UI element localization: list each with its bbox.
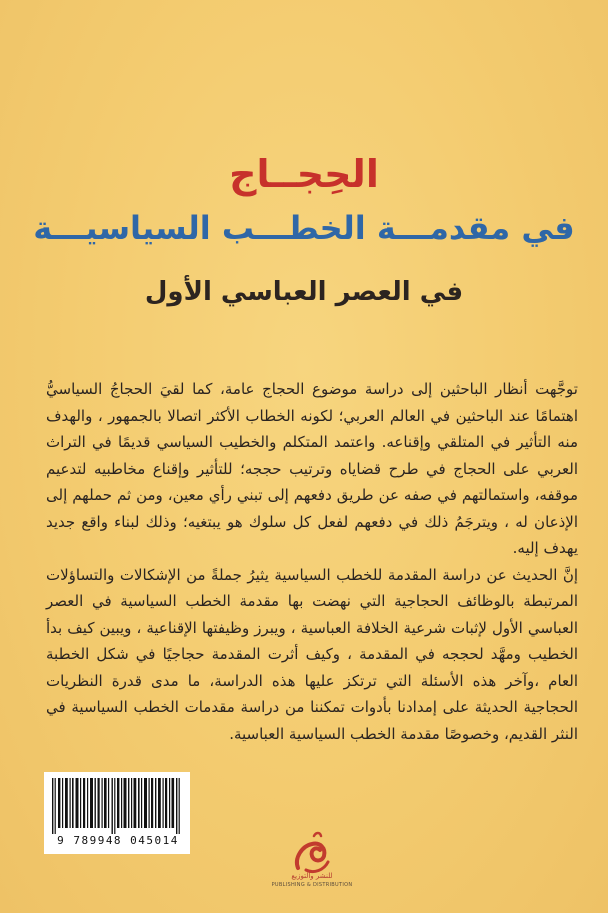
publisher-name-arabic: للنشر والتوزيع <box>291 872 333 880</box>
book-subtitle: في مقدمـــة الخطـــب السياسيـــة <box>33 209 575 247</box>
barcode-bars-icon <box>50 778 184 834</box>
back-cover-blurb <box>46 376 578 747</box>
publisher-name-english: PUBLISHING & DISTRIBUTION <box>271 882 353 888</box>
book-era-line: في العصر العباسي الأول <box>144 277 464 307</box>
book-title: الحِجــاج <box>229 152 379 196</box>
blurb-paragraph-1: توجَّهت أنظار الباحثين إلى دراسة موضوع الحجاج عامة، كما لقيَ الحجاجُ السياسيُّ اهتمامًا عند الباحثين في العالم العربي؛ لكونه الخطاب الأكثر اتصالا بالجمهور ، والهدف منه التأثير في المتلقي وإقناعه. واعتمد المتكلم والخطيب السياسي قديمًا في التراث العربي على الحجاج في طرح قضاياه وترتيب حججه؛ للتأثير وإقناع مخاطبيه لتدعيم موقفه، واستمالتهم في صفه عن طريق دفعهم إلى تبني رأي معين، ومن ثم حملهم إلى الإذعان له ، ويترجَمُ ذلك في دفعهم لفعل كل سلوك هو يبتغيه؛ وذلك لبناء واقع جديد يهدف إليه. <box>46 380 578 557</box>
blurb-paragraph-2: إنَّ الحديث عن دراسة المقدمة للخطب السياسية يثيرُ جملةً من الإشكالات والتساؤلات المرتبطة بالوظائف الحجاجية التي نهضت بها مقدمة الخطب السياسية في العصر العباسي الأول لإثبات شرعية الخلافة العباسية ، ويبرز وظيفتها الإقناعية ، ويبين كيف بدأ الخطيب ومهَّد لحججه في المقدمة ، وكيف أثرت المقدمة حجاجيًا في شكل الخطبة العام ،وآخر هذه الأسئلة التي ترتكز عليها هذه الدراسة، ما مدى قدرة النظريات الحجاجية الحديثة على إمدادنا بأدوات تمكننا من دراسة مقدمات الخطب السياسية في النثر القديم، وخصوصًا مقدمة الخطب السياسية العباسية. <box>46 565 578 743</box>
isbn-number: 9 789948 045014 <box>57 834 179 847</box>
isbn-barcode <box>44 772 190 854</box>
